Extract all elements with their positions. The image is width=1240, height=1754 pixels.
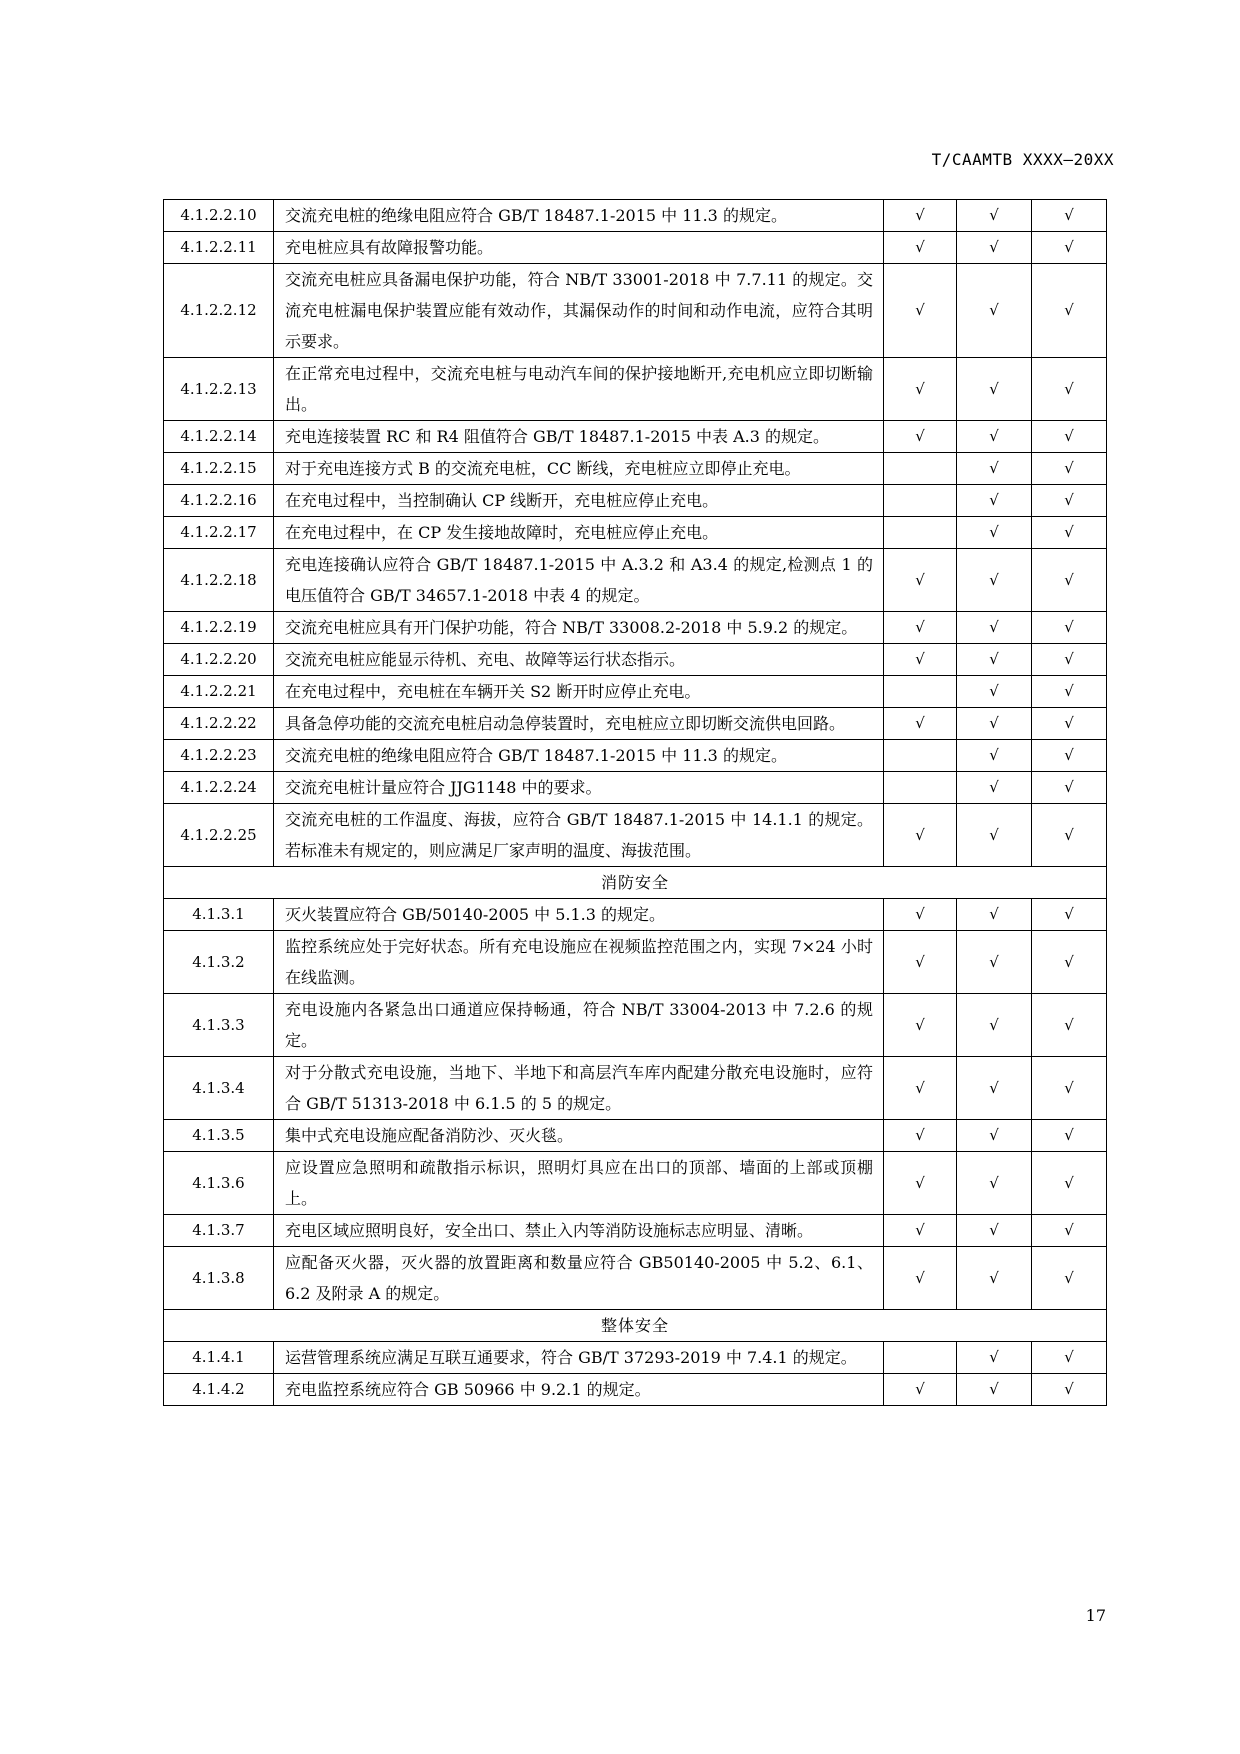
requirement-text-cell: 充电设施内各紧急出口通道应保持畅通，符合 NB/T 33004-2013 中 7.2.6 的规定。	[274, 994, 884, 1057]
requirement-text-cell: 充电桩应具有故障报警功能。	[274, 232, 884, 264]
check-cell-3: √	[1032, 1342, 1107, 1374]
check-cell-1: √	[884, 899, 957, 931]
table-row	[164, 1120, 1107, 1152]
table-row	[164, 931, 1107, 994]
clause-number-cell: 4.1.2.2.18	[164, 549, 274, 612]
check-cell-3: √	[1032, 485, 1107, 517]
check-cell-2: √	[957, 232, 1032, 264]
check-cell-1: √	[884, 612, 957, 644]
check-cell-3: √	[1032, 453, 1107, 485]
table-row	[164, 1374, 1107, 1406]
check-cell-2: √	[957, 421, 1032, 453]
requirement-text-cell: 运营管理系统应满足互联互通要求，符合 GB/T 37293-2019 中 7.4.1 的规定。	[274, 1342, 884, 1374]
requirement-text-cell: 交流充电桩应具有开门保护功能，符合 NB/T 33008.2-2018 中 5.9.2 的规定。	[274, 612, 884, 644]
check-cell-3: √	[1032, 676, 1107, 708]
table-row	[164, 264, 1107, 358]
check-cell-3: √	[1032, 612, 1107, 644]
table-row	[164, 899, 1107, 931]
clause-number-cell: 4.1.3.3	[164, 994, 274, 1057]
check-cell-3: √	[1032, 1057, 1107, 1120]
check-cell-2: √	[957, 1057, 1032, 1120]
check-cell-1	[884, 1342, 957, 1374]
check-cell-2: √	[957, 740, 1032, 772]
table-row	[164, 676, 1107, 708]
requirement-text-cell: 在正常充电过程中，交流充电桩与电动汽车间的保护接地断开,充电机应立即切断输出。	[274, 358, 884, 421]
check-cell-2: √	[957, 485, 1032, 517]
table-row	[164, 994, 1107, 1057]
check-cell-2: √	[957, 517, 1032, 549]
check-cell-1: √	[884, 421, 957, 453]
check-cell-3: √	[1032, 994, 1107, 1057]
clause-number-cell: 4.1.4.2	[164, 1374, 274, 1406]
check-cell-1: √	[884, 804, 957, 867]
requirement-text-cell: 交流充电桩的工作温度、海拔，应符合 GB/T 18487.1-2015 中 14.1.1 的规定。若标准未有规定的，则应满足厂家声明的温度、海拔范围。	[274, 804, 884, 867]
clause-number-cell: 4.1.2.2.24	[164, 772, 274, 804]
table-row	[164, 612, 1107, 644]
clause-number-cell: 4.1.2.2.15	[164, 453, 274, 485]
check-cell-1	[884, 740, 957, 772]
check-cell-1: √	[884, 232, 957, 264]
check-cell-1	[884, 453, 957, 485]
check-cell-3: √	[1032, 931, 1107, 994]
requirement-text-cell: 监控系统应处于完好状态。所有充电设施应在视频监控范围之内，实现 7×24 小时在线监测。	[274, 931, 884, 994]
clause-number-cell: 4.1.2.2.13	[164, 358, 274, 421]
check-cell-3: √	[1032, 1152, 1107, 1215]
requirement-text-cell: 充电连接确认应符合 GB/T 18487.1-2015 中 A.3.2 和 A3.4 的规定,检测点 1 的电压值符合 GB/T 34657.1-2018 中表 4 的规定。	[274, 549, 884, 612]
requirements-table-body	[164, 200, 1107, 1406]
check-cell-2: √	[957, 358, 1032, 421]
clause-number-cell: 4.1.3.5	[164, 1120, 274, 1152]
table-row	[164, 740, 1107, 772]
requirement-text-cell: 应设置应急照明和疏散指示标识，照明灯具应在出口的顶部、墙面的上部或顶棚上。	[274, 1152, 884, 1215]
clause-number-cell: 4.1.2.2.16	[164, 485, 274, 517]
table-row	[164, 708, 1107, 740]
check-cell-2: √	[957, 899, 1032, 931]
check-cell-2: √	[957, 676, 1032, 708]
table-row	[164, 1057, 1107, 1120]
check-cell-3: √	[1032, 264, 1107, 358]
clause-number-cell: 4.1.3.2	[164, 931, 274, 994]
clause-number-cell: 4.1.4.1	[164, 1342, 274, 1374]
requirement-text-cell: 在充电过程中，当控制确认 CP 线断开，充电桩应停止充电。	[274, 485, 884, 517]
table-row	[164, 772, 1107, 804]
check-cell-1: √	[884, 1215, 957, 1247]
check-cell-1: √	[884, 708, 957, 740]
requirement-text-cell: 对于分散式充电设施，当地下、半地下和高层汽车库内配建分散充电设施时，应符合 GB/T 51313-2018 中 6.1.5 的 5 的规定。	[274, 1057, 884, 1120]
requirement-text-cell: 在充电过程中，充电桩在车辆开关 S2 断开时应停止充电。	[274, 676, 884, 708]
check-cell-3: √	[1032, 708, 1107, 740]
page-number: 17	[1085, 1606, 1106, 1625]
clause-number-cell: 4.1.3.7	[164, 1215, 274, 1247]
requirement-text-cell: 在充电过程中，在 CP 发生接地故障时，充电桩应停止充电。	[274, 517, 884, 549]
table-row	[164, 804, 1107, 867]
clause-number-cell: 4.1.2.2.12	[164, 264, 274, 358]
table-row	[164, 232, 1107, 264]
requirement-text-cell: 对于充电连接方式 B 的交流充电桩，CC 断线，充电桩应立即停止充电。	[274, 453, 884, 485]
check-cell-3: √	[1032, 644, 1107, 676]
clause-number-cell: 4.1.3.8	[164, 1247, 274, 1310]
check-cell-2: √	[957, 453, 1032, 485]
check-cell-3: √	[1032, 549, 1107, 612]
check-cell-3: √	[1032, 740, 1107, 772]
check-cell-3: √	[1032, 517, 1107, 549]
requirement-text-cell: 应配备灭火器，灭火器的放置距离和数量应符合 GB50140-2005 中 5.2、6.1、6.2 及附录 A 的规定。	[274, 1247, 884, 1310]
check-cell-2: √	[957, 994, 1032, 1057]
clause-number-cell: 4.1.2.2.14	[164, 421, 274, 453]
clause-number-cell: 4.1.2.2.19	[164, 612, 274, 644]
requirement-text-cell: 充电监控系统应符合 GB 50966 中 9.2.1 的规定。	[274, 1374, 884, 1406]
section-header-row	[164, 1310, 1107, 1342]
clause-number-cell: 4.1.2.2.22	[164, 708, 274, 740]
clause-number-cell: 4.1.3.6	[164, 1152, 274, 1215]
document-code-header: T/CAAMTB XXXX—20XX	[931, 150, 1114, 169]
check-cell-3: √	[1032, 899, 1107, 931]
clause-number-cell: 4.1.2.2.11	[164, 232, 274, 264]
table-row	[164, 1342, 1107, 1374]
check-cell-2: √	[957, 804, 1032, 867]
check-cell-1: √	[884, 644, 957, 676]
check-cell-3: √	[1032, 804, 1107, 867]
section-title: 整体安全	[164, 1310, 1107, 1342]
requirement-text-cell: 灭火装置应符合 GB/50140-2005 中 5.1.3 的规定。	[274, 899, 884, 931]
check-cell-1: √	[884, 1152, 957, 1215]
check-cell-2: √	[957, 1374, 1032, 1406]
check-cell-3: √	[1032, 232, 1107, 264]
table-row	[164, 644, 1107, 676]
check-cell-1: √	[884, 1057, 957, 1120]
requirement-text-cell: 集中式充电设施应配备消防沙、灭火毯。	[274, 1120, 884, 1152]
check-cell-1: √	[884, 931, 957, 994]
section-title: 消防安全	[164, 867, 1107, 899]
check-cell-1: √	[884, 549, 957, 612]
clause-number-cell: 4.1.2.2.17	[164, 517, 274, 549]
check-cell-1	[884, 676, 957, 708]
requirement-text-cell: 交流充电桩计量应符合 JJG1148 中的要求。	[274, 772, 884, 804]
check-cell-2: √	[957, 644, 1032, 676]
table-row	[164, 517, 1107, 549]
check-cell-1: √	[884, 1247, 957, 1310]
check-cell-1	[884, 772, 957, 804]
check-cell-2: √	[957, 1152, 1032, 1215]
check-cell-3: √	[1032, 1120, 1107, 1152]
table-row	[164, 1247, 1107, 1310]
check-cell-1: √	[884, 1374, 957, 1406]
check-cell-2: √	[957, 1215, 1032, 1247]
table-row	[164, 200, 1107, 232]
requirement-text-cell: 充电区域应照明良好，安全出口、禁止入内等消防设施标志应明显、清晰。	[274, 1215, 884, 1247]
check-cell-3: √	[1032, 358, 1107, 421]
check-cell-3: √	[1032, 1215, 1107, 1247]
check-cell-1: √	[884, 994, 957, 1057]
check-cell-2: √	[957, 931, 1032, 994]
check-cell-2: √	[957, 772, 1032, 804]
table-row	[164, 453, 1107, 485]
check-cell-2: √	[957, 549, 1032, 612]
check-cell-1: √	[884, 358, 957, 421]
clause-number-cell: 4.1.2.2.10	[164, 200, 274, 232]
requirement-text-cell: 交流充电桩的绝缘电阻应符合 GB/T 18487.1-2015 中 11.3 的规定。	[274, 740, 884, 772]
clause-number-cell: 4.1.3.4	[164, 1057, 274, 1120]
check-cell-3: √	[1032, 1374, 1107, 1406]
requirements-table	[163, 199, 1107, 1406]
clause-number-cell: 4.1.2.2.25	[164, 804, 274, 867]
check-cell-2: √	[957, 264, 1032, 358]
check-cell-2: √	[957, 1120, 1032, 1152]
table-row	[164, 421, 1107, 453]
clause-number-cell: 4.1.2.2.23	[164, 740, 274, 772]
check-cell-1	[884, 485, 957, 517]
check-cell-3: √	[1032, 772, 1107, 804]
check-cell-3: √	[1032, 421, 1107, 453]
requirement-text-cell: 交流充电桩的绝缘电阻应符合 GB/T 18487.1-2015 中 11.3 的规定。	[274, 200, 884, 232]
clause-number-cell: 4.1.2.2.20	[164, 644, 274, 676]
check-cell-2: √	[957, 708, 1032, 740]
check-cell-3: √	[1032, 200, 1107, 232]
check-cell-2: √	[957, 1342, 1032, 1374]
section-header-row	[164, 867, 1107, 899]
requirement-text-cell: 交流充电桩应能显示待机、充电、故障等运行状态指示。	[274, 644, 884, 676]
table-row	[164, 549, 1107, 612]
check-cell-2: √	[957, 612, 1032, 644]
table-row	[164, 358, 1107, 421]
check-cell-2: √	[957, 200, 1032, 232]
check-cell-1: √	[884, 1120, 957, 1152]
check-cell-3: √	[1032, 1247, 1107, 1310]
requirement-text-cell: 交流充电桩应具备漏电保护功能，符合 NB/T 33001-2018 中 7.7.11 的规定。交流充电桩漏电保护装置应能有效动作，其漏保动作的时间和动作电流，应符合其明示要求。	[274, 264, 884, 358]
table-row	[164, 485, 1107, 517]
table-row	[164, 1215, 1107, 1247]
table-row	[164, 1152, 1107, 1215]
check-cell-2: √	[957, 1247, 1032, 1310]
requirement-text-cell: 充电连接装置 RC 和 R4 阻值符合 GB/T 18487.1-2015 中表 A.3 的规定。	[274, 421, 884, 453]
check-cell-1	[884, 517, 957, 549]
check-cell-1: √	[884, 200, 957, 232]
clause-number-cell: 4.1.3.1	[164, 899, 274, 931]
clause-number-cell: 4.1.2.2.21	[164, 676, 274, 708]
check-cell-1: √	[884, 264, 957, 358]
requirement-text-cell: 具备急停功能的交流充电桩启动急停装置时，充电桩应立即切断交流供电回路。	[274, 708, 884, 740]
